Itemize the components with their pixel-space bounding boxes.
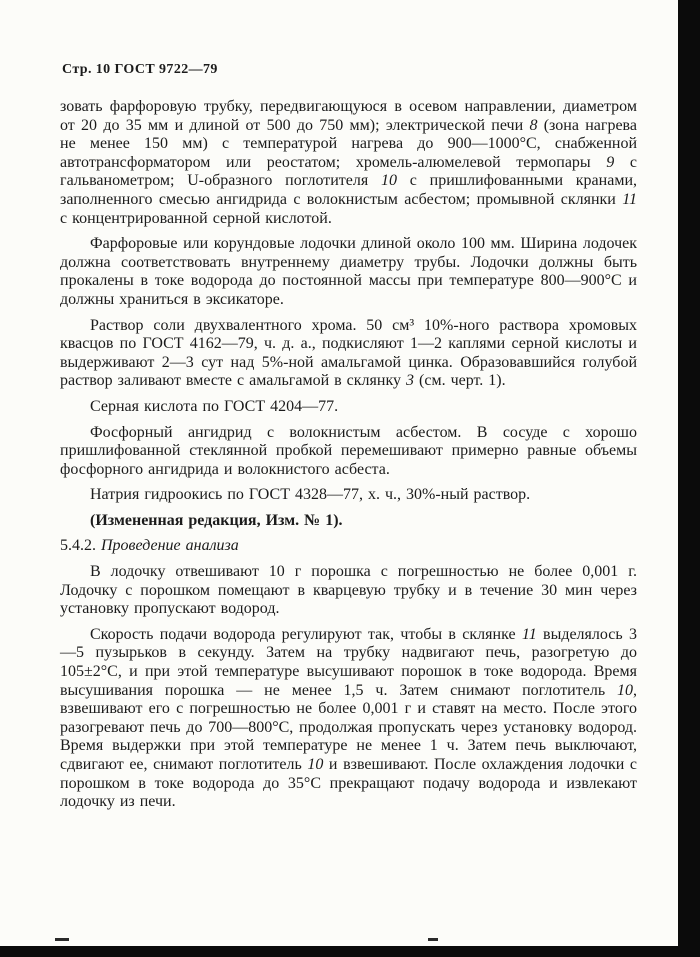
paragraph-weighing: В лодочку отвешивают 10 г порошка с погрешностью не более 0,001 г. Лодочку с порошком помещают в кварцевую трубку и в течение 30 мин через установку пропускают водород. <box>60 563 637 618</box>
text-block <box>60 98 637 819</box>
paragraph-analysis-procedure: Скорость подачи водорода регулируют так, чтобы в склянке 11 выделялось 3—5 пузырьков в секунду. Затем на трубку надвигают печь, разогретую до 105±2°С, и при этой температуре высушивают порошок в токе водорода. Время высушивания порошка — не менее 1,5 ч. Затем снимают поглотитель 10, взвешивают его с погрешностью не более 0,001 г и ставят на место. После этого разогревают печь до 700—800°С, продолжая пропускать через установку водород. Время выдержки при этой температуре не менее 1 ч. Затем печь выключают, сдвигают ее, снимают поглотитель 10 и взвешивают. После охлаждения лодочки с порошком в токе водорода до 35°С прекращают подачу водорода и извлекают лодочку из печи. <box>60 625 638 811</box>
paragraph-phosphoric-anhydride: Фосфорный ангидрид с волокнистым асбестом. В сосуде с хорошо пришлифованной стеклянной пробкой перемешивают примерно равные объемы фосфорного ангидрида и волокнистого асбеста. <box>60 423 637 478</box>
section-heading-542: 5.4.2. Проведение анализа <box>60 537 239 555</box>
paragraph-sodium-hydroxide: Натрия гидроокись по ГОСТ 4328—77, х. ч., 30%-ный раствор. <box>90 486 531 504</box>
paragraph-chromium-solution: Раствор соли двухвалентного хрома. 50 см³ 10%-ного раствора хромовых квасцов по ГОСТ 4162—79, ч. д. а., подкисляют 1—2 каплями серной кислоты и выдерживают 2—3 сут над 5%-ной амальгамой цинка. Образовавшийся голубой раствор заливают вместе с амальгамой в склянку 3 (см. черт. 1). <box>60 316 637 390</box>
paragraph-sulfuric-acid: Серная кислота по ГОСТ 4204—77. <box>90 397 339 415</box>
paragraph-boats: Фарфоровые или корундовые лодочки длиной около 100 мм. Ширина лодочек должна соответствовать внутреннему диаметру трубы. Лодочки должны быть прокалены в токе водорода до постоянной массы при температуре 800—900°С и должны храниться в эксикаторе. <box>60 235 637 308</box>
paragraph-apparatus-continuation: зовать фарфоровую трубку, передвигающуюся в осевом направлении, диаметром от 20 до 35 мм и длиной от 500 до 750 мм); электрической печи 8 (зона нагрева не менее 150 мм) с температурой нагрева до 900—1000°С, снабженной автотрансформатором или реостатом; хромель-алюмелевой термопары 9 с гальванометром; U-образного поглотителя 10 с пришлифованными кранами, заполненного смесью ангидрида с волокнистым асбестом; промывной склянки 11 с концентрированной серной кислотой. <box>60 98 638 227</box>
page-header: Стр. 10 ГОСТ 9722—79 <box>62 62 218 77</box>
scan-edge-right <box>678 0 700 957</box>
scan-edge-bottom <box>0 946 700 957</box>
scan-artifact-dash <box>428 938 438 941</box>
scan-artifact-dash <box>55 938 69 941</box>
paragraph-amended-edition: (Измененная редакция, Изм. № 1). <box>90 511 343 529</box>
